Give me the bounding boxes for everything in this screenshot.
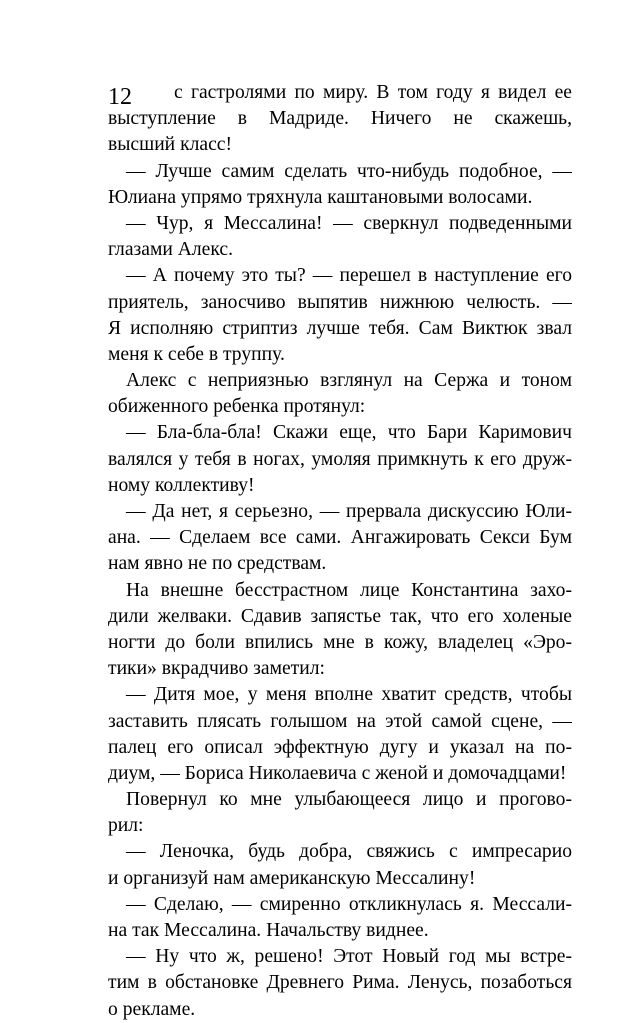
text-line: на так Мессалина. Начальству виднее.: [108, 920, 429, 941]
text-line: глазами Алекс.: [108, 239, 233, 261]
text-line: меня к себе в труппу.: [108, 343, 285, 365]
text-line: — Чур, я Мессалина! — сверкнул подведенными: [126, 212, 572, 234]
text-line: диум, — Бориса Николаевича с женой и домочадцами!: [108, 762, 567, 784]
text-line: — Бла-бла-бла! Скажи еще, что Бари Каримович: [126, 422, 572, 444]
text-line: о рекламе.: [108, 998, 196, 1020]
page-number: 12: [108, 84, 132, 110]
text-line: заставить плясать голышом на этой самой сцене, —: [108, 710, 572, 732]
text-line: — А почему это ты? — перешел в наступление его: [126, 265, 572, 287]
text-line: тим в обстановке Древнего Рима. Ленусь, позаботься: [108, 972, 572, 994]
text-line: дили желваки. Сдавив запястье так, что его холеные: [108, 605, 572, 627]
text-line: На внешне бесстрастном лице Константина захо-: [126, 579, 572, 601]
body-text: [108, 80, 572, 1023]
text-line: палец его описал эффектную дугу и указал на по-: [108, 736, 572, 758]
text-line: с гастролями по миру. В том году я видел ее: [174, 82, 572, 103]
text-line: приятель, заносчиво выпятив нижнюю челюсть. —: [108, 291, 572, 313]
text-line: нам явно не по средствам.: [108, 553, 327, 575]
text-line: — Ну что ж, решено! Этот Новый год мы встре-: [126, 946, 572, 968]
text-line: Повернул ко мне улыбающееся лицо и прогово-: [126, 789, 572, 811]
text-line: Алекс с неприязнью взглянул на Сержа и тоном: [126, 370, 572, 392]
text-line: ана. — Сделаем все сами. Ангажировать Секси Бум: [108, 527, 572, 549]
text-line: рил:: [108, 815, 144, 837]
text-line: высший класс!: [108, 134, 232, 156]
text-line: Юлиана упрямо тряхнула каштановыми волосами.: [108, 186, 533, 208]
text-line: — Да нет, я серьезно, — прервала дискуссию Юли-: [126, 501, 572, 522]
text-line: — Леночка, будь добра, свяжись с импресарио: [126, 841, 572, 863]
text-line: — Дитя мое, у меня вполне хватит средств, чтобы: [126, 684, 572, 706]
text-line: тики» вкрадчиво заметил:: [108, 658, 325, 680]
text-line: и организуй нам американскую Мессалину!: [108, 867, 476, 889]
text-line: ному коллективу!: [108, 474, 255, 496]
text-line: ногти до боли впились мне в кожу, владелец «Эро-: [108, 631, 572, 653]
text-line: — Сделаю, — смиренно откликнулась я. Мессали-: [126, 893, 572, 915]
text-line: валялся у тебя в ногах, умоляя примкнуть к его друж-: [108, 448, 572, 470]
text-line: Я исполняю стриптиз лучше тебя. Сам Виктюк звал: [108, 317, 572, 339]
text-line: выступление в Мадриде. Ничего не скажешь,: [108, 108, 572, 130]
text-line: — Лучше самим сделать что-нибудь подобное, —: [126, 160, 572, 182]
text-line: обиженного ребенка протянул:: [108, 396, 366, 418]
